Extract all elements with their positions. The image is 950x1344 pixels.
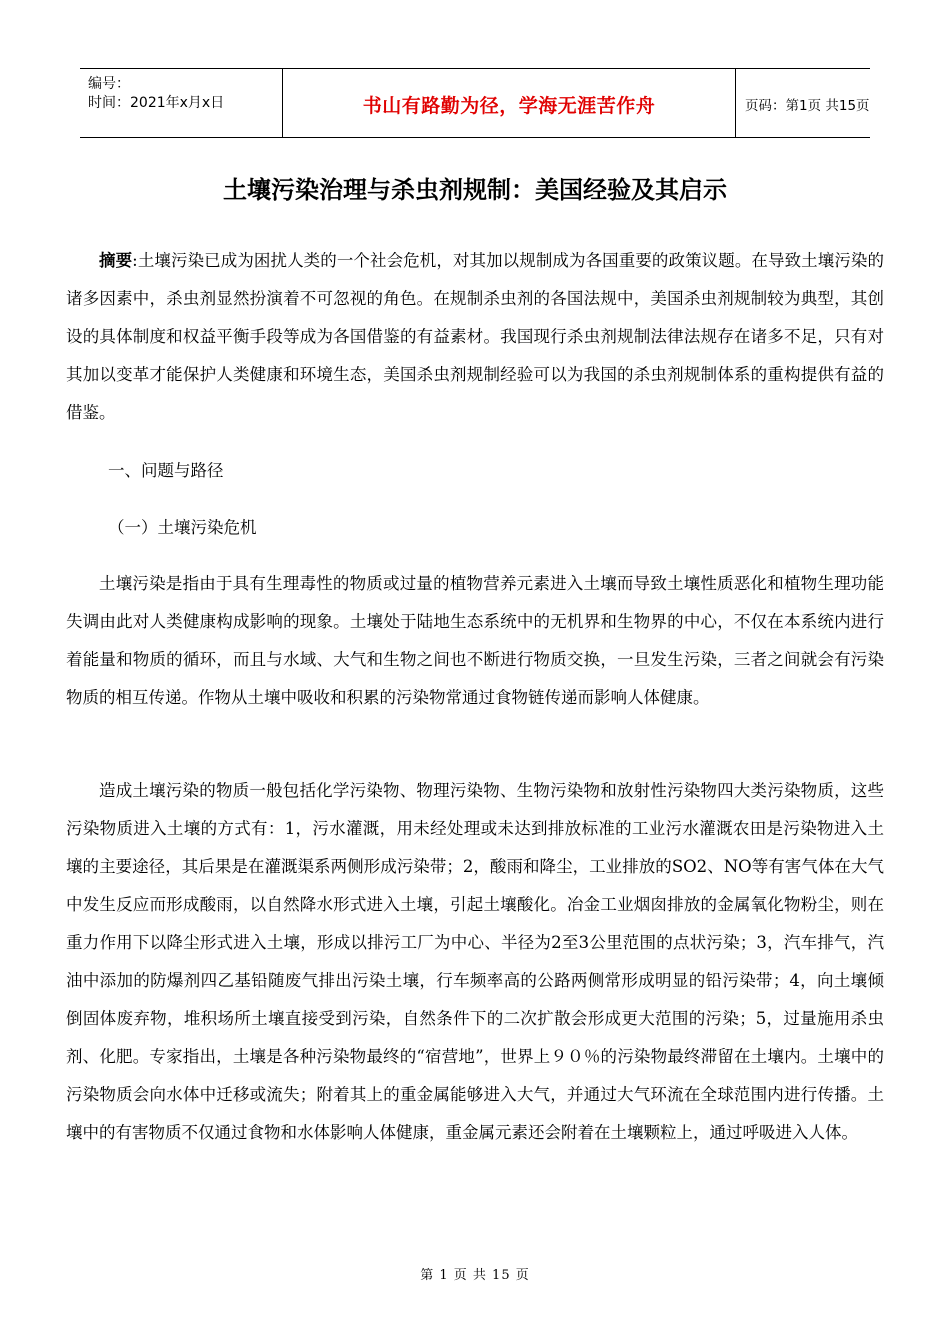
abstract-text: :土壤污染已成为困扰人类的一个社会危机，对其加以规制成为各国重要的政策议题。在导致土壤污染的诸多因素中，杀虫剂显然扮演着不可忽视的角色。在规制杀虫剂的各国法规中，美国杀虫剂规制较为典型，其创设的具体制度和权益平衡手段等成为各国借鉴的有益素材。我国现行杀虫剂规制法律法规存在诸多不足，只有对其加以变革才能保护人类健康和环境生态，美国杀虫剂规制经验可以为我国的杀虫剂规制体系的重构提供有益的借鉴。	[66, 251, 885, 422]
header-page-info: 页码：第1页 共15页	[745, 98, 870, 114]
header-motto-cell	[282, 69, 736, 137]
abstract-block	[66, 242, 884, 432]
paragraph-text: 造成土壤污染的物质一般包括化学污染物、物理污染物、生物污染物和放射性污染物四大类污染物质，这些污染物质进入土壤的方式有：1，污水灌溉，用未经处理或未达到排放标准的工业污水灌溉农田是污染物进入土壤的主要途径，其后果是在灌溉渠系两侧形成污染带；2，酸雨和降尘，工业排放的SO2、NO等有害气体在大气中发生反应而形成酸雨，以自然降水形式进入土壤，引起土壤酸化。冶金工业烟囱排放的金属氧化物粉尘，则在重力作用下以降尘形式进入土壤，形成以排污工厂为中心、半径为2至3公里范围的点状污染；3，汽车排气，汽油中添加的防爆剂四乙基铅随废气排出污染土壤，行车频率高的公路两侧常形成明显的铅污染带；4，向土壤倾倒固体废弃物，堆积场所土壤直接受到污染，自然条件下的二次扩散会形成更大范围的污染；5，过量施用杀虫剂、化肥。专家指出，土壤是各种污染物最终的“宿营地”，世界上９０％的污染物最终滞留在土壤内。土壤中的污染物质会向水体中迁移或流失；附着其上的重金属能够进入大气，并通过大气环流在全球范围内进行传播。土壤中的有害物质不仅通过食物和水体影响人体健康，重金属元素还会附着在土壤颗粒上，通过呼吸进入人体。	[66, 781, 884, 1142]
page-footer: 第 1 页 共 15 页	[420, 1268, 530, 1283]
header-number: 编号：	[88, 76, 130, 92]
body-paragraph-2	[66, 772, 884, 1152]
header-time: 时间：2021年x月x日	[88, 95, 225, 111]
section-heading: 一、问题与路径	[108, 461, 224, 480]
document-header	[80, 68, 870, 138]
header-meta	[80, 69, 282, 137]
paragraph-text: 土壤污染是指由于具有生理毒性的物质或过量的植物营养元素进入土壤而导致土壤性质恶化和植物生理功能失调由此对人类健康构成影响的现象。土壤处于陆地生态系统中的无机界和生物界的中心，不仅在本系统内进行着能量和物质的循环，而且与水域、大气和生物之间也不断进行物质交换，一旦发生污染，三者之间就会有污染物质的相互传递。作物从土壤中吸收和积累的污染物常通过食物链传递而影响人体健康。	[66, 574, 884, 707]
subsection-heading: （一）土壤污染危机	[108, 518, 257, 537]
body-paragraph-1	[66, 565, 884, 717]
header-motto: 书山有路勤为径，学海无涯苦作舟	[362, 95, 656, 117]
header-page-cell	[735, 69, 870, 137]
abstract-label: 摘要	[99, 251, 133, 270]
abstract-paragraph	[66, 242, 884, 432]
document-title: 土壤污染治理与杀虫剂规制：美国经验及其启示	[223, 176, 727, 204]
